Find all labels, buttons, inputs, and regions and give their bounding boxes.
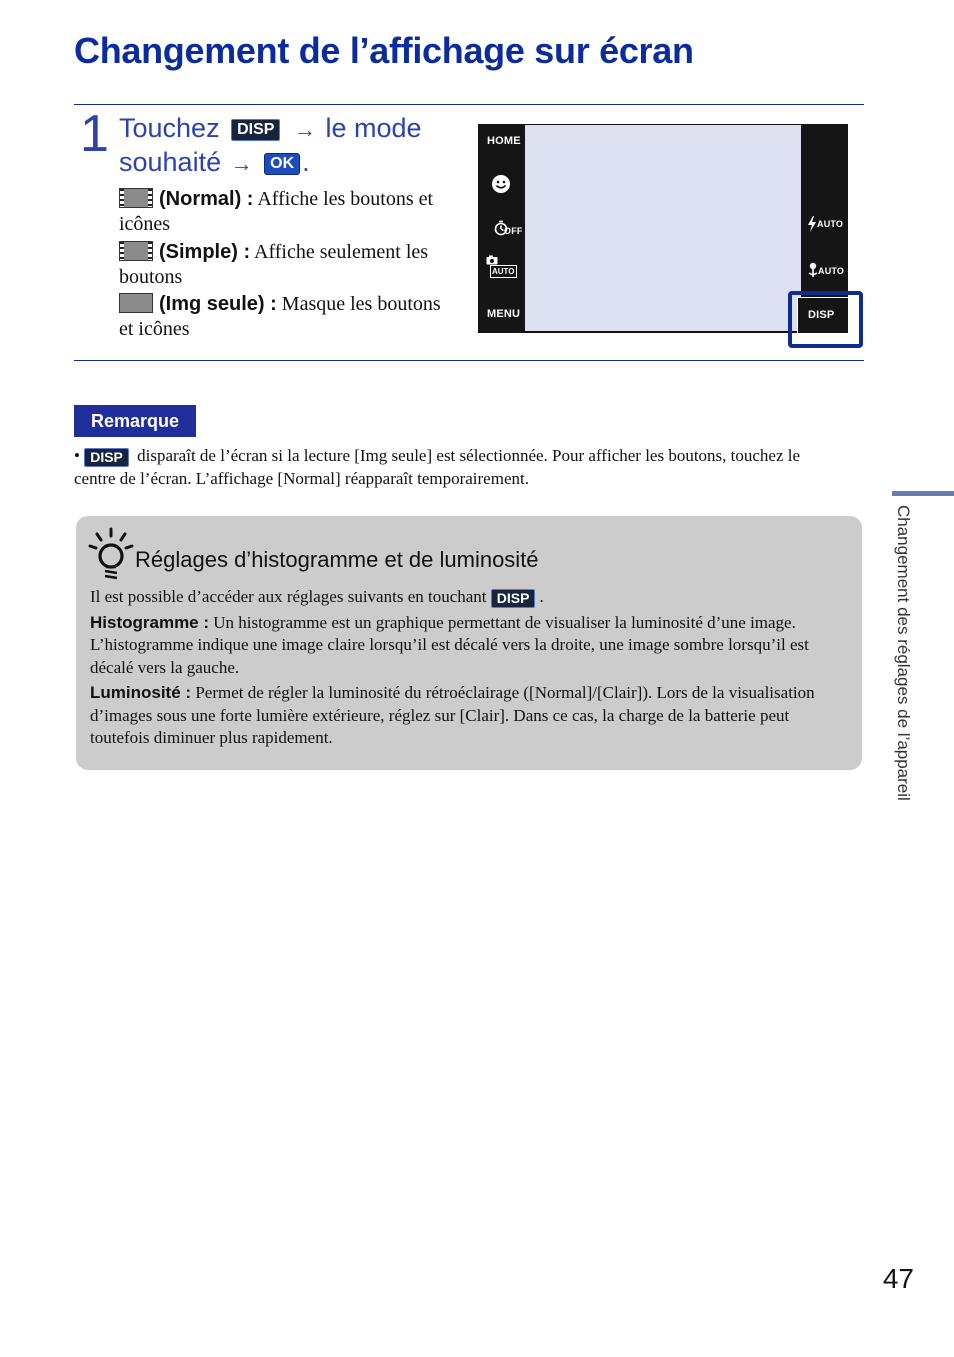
note-body: disparaît de l’écran si la lecture [Img seule] est sélectionnée. Pour afficher les boutons, touchez le centre de l’écran. L’affichage [Normal] réapparaît temporairement. <box>74 446 801 488</box>
tip-item-histogramme <box>90 612 850 680</box>
note-label: Remarque <box>74 405 196 437</box>
film-icon <box>119 188 153 208</box>
step-number: 1 <box>80 105 109 163</box>
step-text-mode: le mode <box>325 113 422 143</box>
arrow-icon: → <box>293 116 316 142</box>
mode-desc: Masque les boutons et icônes <box>119 293 441 340</box>
mode-desc: Affiche les boutons et icônes <box>119 188 434 235</box>
tip-desc: Un histogramme est un graphique permettant de visualiser la luminosité d’une image. L’histogramme indique une image claire lorsqu’il est décalé vers la droite, une image sombre lorsqu’il est décalé vers la gauche. <box>90 612 809 677</box>
blank-icon <box>119 293 153 313</box>
disp-screen-button-label: DISP <box>808 309 835 321</box>
step-text-touchez: Touchez <box>119 113 220 143</box>
step-instruction-line1 <box>119 111 422 147</box>
bullet: • <box>74 446 80 465</box>
mode-name: (Simple) : <box>159 241 251 263</box>
menu-button[interactable]: MENU <box>487 308 521 320</box>
mode-name: (Normal) : <box>159 188 254 210</box>
page-number: 47 <box>882 1263 914 1294</box>
camera-left-panel <box>478 124 525 333</box>
tip-intro <box>90 586 850 609</box>
side-tab-bar <box>892 491 954 496</box>
mode-name: (Img seule) : <box>159 293 277 315</box>
tip-desc: Permet de régler la luminosité du rétroéclairage ([Normal]/[Clair]). Lors de la visualisation d’images sous une forte lumière extérieure, réglez sur [Clair]. Dans ce cas, la charge de la batterie peut toutefois diminuer plus rapidement. <box>90 683 815 747</box>
tip-body <box>90 586 850 753</box>
ok-button-icon: OK <box>264 153 300 175</box>
bottom-rule <box>74 360 864 361</box>
disp-highlight-frame <box>788 291 863 348</box>
mode-img-seule <box>119 292 459 342</box>
mode-simple <box>119 240 459 290</box>
camera-image-area[interactable] <box>525 125 801 331</box>
arrow-icon: → <box>230 150 253 176</box>
disp-button-icon: DISP <box>491 589 536 608</box>
disp-button-icon: DISP <box>231 119 280 141</box>
macro-auto-label: AUTO <box>818 266 845 276</box>
top-rule <box>74 104 864 105</box>
smile-icon[interactable] <box>491 174 511 194</box>
step-period: . <box>302 147 310 177</box>
macro-auto-icon[interactable] <box>807 262 845 278</box>
lightbulb-hint-icon <box>88 526 134 582</box>
film-icon <box>119 241 153 261</box>
tip-item-luminosite <box>90 682 850 750</box>
scene-auto-icon[interactable] <box>486 255 522 281</box>
scene-auto-label: AUTO <box>492 267 515 276</box>
step-instruction-line2 <box>119 145 310 181</box>
tip-term: Luminosité : <box>90 683 192 702</box>
self-timer-off-icon[interactable] <box>493 220 523 240</box>
tip-title: Réglages d’histogramme et de luminosité <box>135 547 539 572</box>
tip-box <box>76 516 862 770</box>
tip-intro-end: . <box>539 587 544 606</box>
tip-intro-text: Il est possible d’accéder aux réglages suivants en touchant <box>90 587 487 606</box>
note-text <box>74 444 844 490</box>
disp-button-icon: DISP <box>84 448 129 467</box>
step-text-souhaite: souhaité <box>119 147 222 177</box>
self-timer-off-label: OFF <box>504 226 523 236</box>
mode-normal <box>119 187 459 237</box>
flash-auto-icon[interactable] <box>807 216 845 232</box>
tip-term: Histogramme : <box>90 612 210 632</box>
home-button[interactable]: HOME <box>487 135 521 147</box>
mode-desc: Affiche seulement les boutons <box>119 241 429 288</box>
page-title: Changement de l’affichage sur écran <box>74 30 694 71</box>
side-tab-label: Changement des réglages de l’appareil <box>894 505 913 801</box>
flash-auto-label: AUTO <box>817 219 844 229</box>
